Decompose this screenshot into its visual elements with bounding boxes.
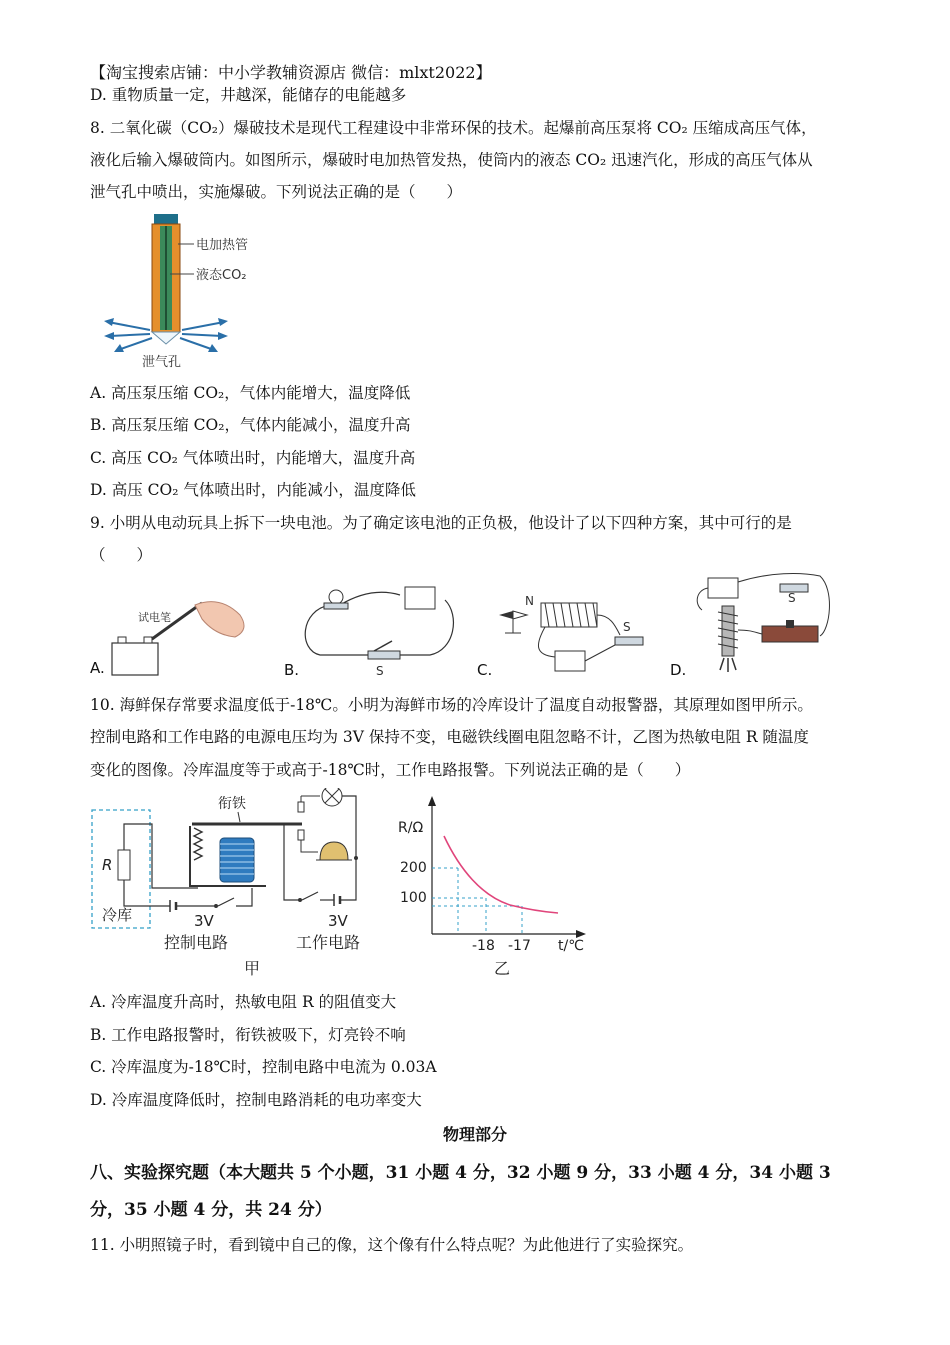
figure-yi-graph: [390, 788, 595, 983]
q8-option-b: B. 高压泵压缩 CO₂，气体内能减小，温度升高: [90, 416, 411, 434]
q7-option-d: D. 重物质量一定，井越深，能储存的电能越多: [90, 86, 407, 104]
bulb-icon: [329, 590, 343, 604]
q8-option-c: C. 高压 CO₂ 气体喷出时，内能增大，温度升高: [90, 449, 416, 467]
test-pen-label: 试电笔: [138, 611, 171, 624]
battery-box: [112, 643, 158, 675]
battery-box: [555, 651, 585, 671]
battery-box: [405, 587, 435, 609]
q9-option-b-label: B.: [284, 661, 300, 679]
switch-label: S: [788, 591, 796, 605]
battery-box: [708, 578, 738, 598]
q9-stem-line1: 9. 小明从电动玩具上拆下一块电池。为了确定该电池的正负极，他设计了以下四种方案，其中可行的是: [90, 514, 792, 532]
switch-label: S: [623, 620, 631, 634]
section-heading-line1: 八、实验探究题（本大题共 5 个小题，31 小题 4 分，32 小题 9 分，33 小题 4 分，34 小题 3: [90, 1163, 831, 1183]
q10-option-b: B. 工作电路报警时，衔铁被吸下，灯亮铃不响: [90, 1026, 406, 1044]
work-circuit-label: 工作电路: [296, 933, 361, 952]
q9-figure-c: [475, 575, 675, 685]
resistor-label: R: [102, 856, 113, 874]
label-liquid-co2: 液态CO₂: [196, 268, 247, 283]
switch-label: S: [376, 664, 384, 678]
thermistor-r: [118, 850, 130, 880]
co2-blaster-figure: [90, 212, 270, 372]
q9-figure-a: [90, 575, 260, 685]
caption-jia: 甲: [244, 959, 261, 978]
q9-option-d-label: D.: [670, 661, 687, 679]
cold-store-label: 冷库: [102, 906, 133, 924]
q8-option-d: D. 高压 CO₂ 气体喷出时，内能减小，温度降低: [90, 481, 416, 499]
label-heater: 电加热管: [196, 238, 249, 253]
compass-needle: [499, 611, 513, 619]
caption-yi: 乙: [494, 959, 511, 978]
r-t-curve: [444, 836, 558, 913]
y-tick-200: 200: [400, 860, 427, 876]
q10-stem-line2: 控制电路和工作电路的电源电压均为 3V 保持不变，电磁铁线圈电阻忽略不计，乙图为热敏电阻 R 随温度: [90, 728, 809, 746]
x-tick-minus18: -18: [472, 938, 495, 954]
vent-nozzle: [152, 332, 180, 344]
q8-option-a: A. 高压泵压缩 CO₂，气体内能增大，温度降低: [90, 384, 411, 402]
q10-stem-line1: 10. 海鲜保存常要求温度低于-18℃。小明为海鲜市场的冷库设计了温度自动报警器，其原理如图甲所示。: [90, 696, 813, 714]
q9-option-c-label: C.: [477, 661, 493, 679]
blaster-cap: [154, 214, 178, 224]
x-axis-label: t/℃: [558, 938, 584, 954]
section-heading-line2: 分，35 小题 4 分，共 24 分）: [90, 1200, 332, 1220]
control-voltage: 3V: [194, 912, 214, 930]
switch-icon: [615, 637, 643, 645]
spring-icon: [194, 828, 202, 860]
q8-stem-line3: 泄气孔中喷出，实施爆破。下列说法正确的是（ ）: [90, 183, 463, 201]
q9-option-a-label: A.: [90, 659, 105, 677]
y-axis-label: R/Ω: [398, 820, 424, 836]
q8-stem-line1: 8. 二氧化碳（CO₂）爆破技术是现代工程建设中非常环保的技术。起爆前高压泵将 CO₂ 压缩成高压气体，: [90, 119, 817, 137]
q10-option-a: A. 冷库温度升高时，热敏电阻 R 的阻值变大: [90, 993, 397, 1011]
physics-section-title: 物理部分: [442, 1125, 507, 1144]
q9-stem-line2: （ ）: [90, 546, 153, 564]
q9-figure-d: [670, 570, 860, 685]
q10-stem-line3: 变化的图像。冷库温度等于或高于-18℃时，工作电路报警。下列说法正确的是（ ）: [90, 761, 691, 779]
work-voltage: 3V: [328, 912, 348, 930]
q10-option-d: D. 冷库温度降低时，控制电路消耗的电功率变大: [90, 1091, 422, 1109]
y-tick-100: 100: [400, 890, 427, 906]
figure-jia-circuit: [88, 788, 373, 983]
switch-icon: [368, 651, 400, 659]
bell-icon: [320, 842, 348, 860]
armature-label: 衔铁: [218, 796, 246, 812]
lamp-icon: [322, 788, 342, 806]
q8-stem-line2: 液化后输入爆破筒内。如图所示，爆破时电加热管发热，使筒内的液态 CO₂ 迅速汽化，形成的高压气体从: [90, 151, 813, 169]
q9-figure-b: [280, 575, 470, 685]
hand: [195, 602, 244, 637]
shop-banner: 【淘宝搜索店铺：中小学教辅资源店 微信：mlxt2022】: [90, 63, 492, 82]
q10-option-c: C. 冷库温度为-18℃时，控制电路中电流为 0.03A: [90, 1058, 437, 1076]
rheostat-icon: [762, 626, 818, 642]
control-circuit-label: 控制电路: [164, 933, 229, 952]
label-vent: 泄气孔: [142, 355, 182, 370]
x-tick-minus17: -17: [508, 938, 531, 954]
north-label: N: [525, 594, 534, 608]
q11-stem: 11. 小明照镜子时，看到镜中自己的像，这个像有什么特点呢？为此他进行了实验探究。: [90, 1236, 694, 1254]
